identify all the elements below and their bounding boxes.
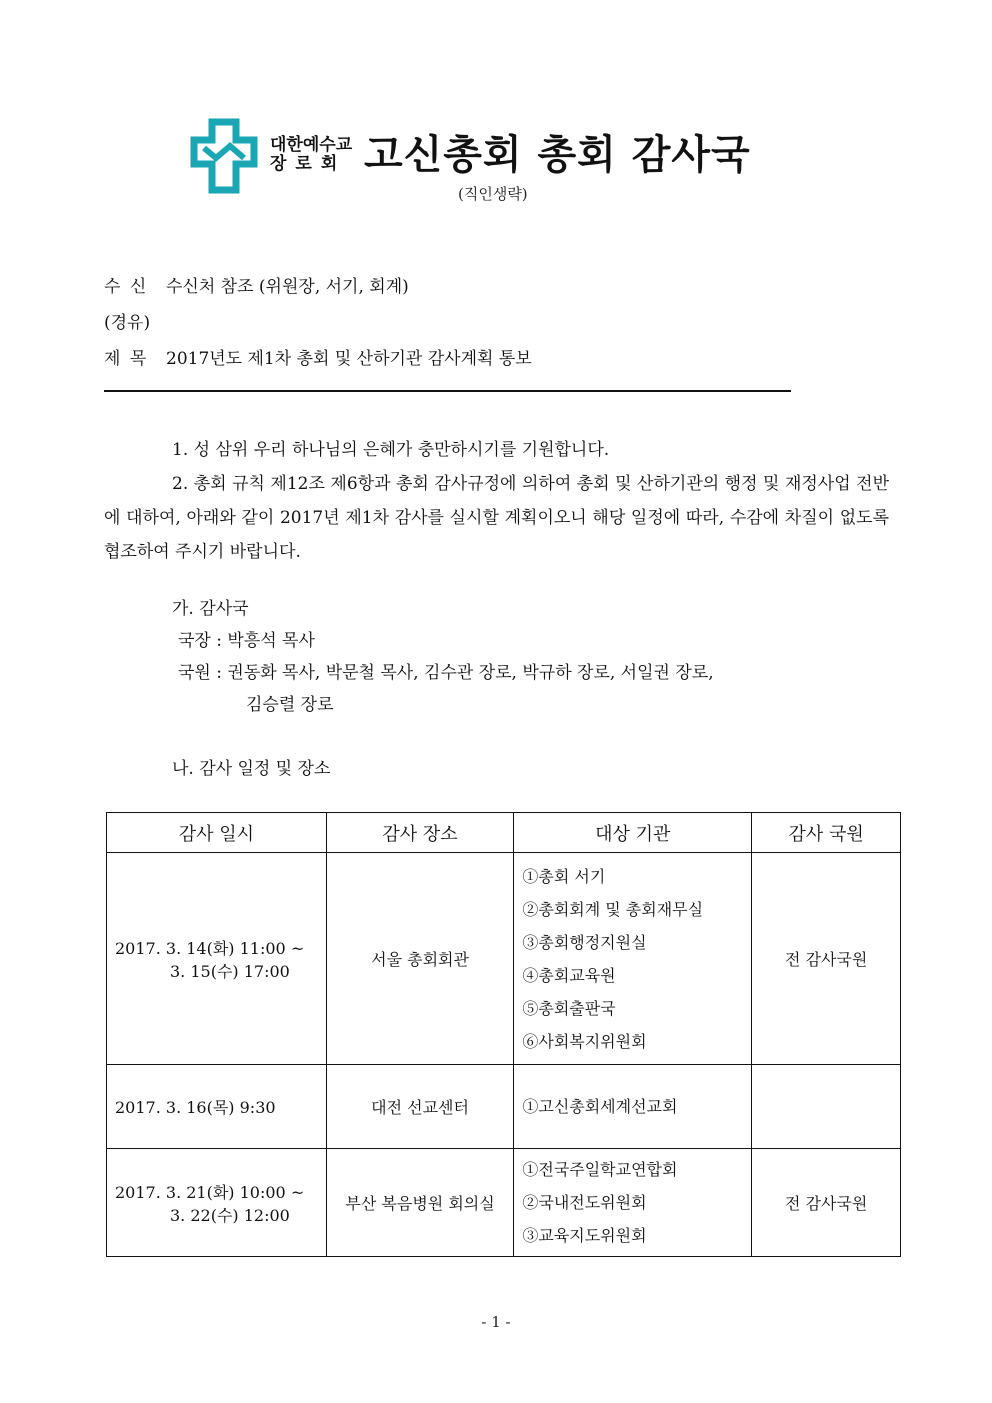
org-title: 고신총회 총회 감사국	[364, 132, 751, 178]
org-item: ⑤총회출판국	[522, 998, 616, 1018]
org-item: ①고신총회세계선교회	[522, 1097, 678, 1116]
via-label: (경유)	[104, 313, 151, 333]
row-orgs	[514, 853, 752, 1065]
audit-schedule-table	[106, 812, 901, 1257]
date-line1: 2017. 3. 16(목) 9:30	[115, 1098, 276, 1117]
date-line2: 3. 22(수) 12:00	[170, 1205, 290, 1225]
section-ga-title: 가. 감사국	[172, 599, 249, 619]
chief-line	[178, 626, 315, 651]
table-row	[107, 1149, 901, 1257]
date-line1: 2017. 3. 21(화) 10:00 ~	[115, 1182, 305, 1202]
row-place: 서울 총회회관	[326, 853, 514, 1065]
seal-omitted-note: (직인생략)	[458, 185, 528, 203]
members-label: 국원 :	[178, 663, 228, 683]
org-small-line1: 대한예수교	[270, 135, 353, 155]
main-paragraph: 2. 총회 규칙 제12조 제6항과 총회 감사규정에 의하여 총회 및 산하기관의 행정 및 재정사업 전반에 대하여, 아래와 같이 2017년 제1차 감사를 실시할 계획이오니 해당 일정에 따라, 수감에 차질이 없도록 협조하여 주시기 바랍니다.	[104, 474, 889, 562]
org-item: ①전국주일학교연합회	[522, 1160, 678, 1179]
table-row	[107, 1065, 901, 1149]
org-item: ④총회교육원	[522, 965, 616, 985]
recipient-line	[104, 272, 409, 297]
org-item: ①총회 서기	[522, 866, 606, 886]
members-line	[178, 658, 714, 683]
org-item: ②총회회계 및 총회재무실	[522, 899, 704, 919]
church-cross-logo-icon	[190, 118, 258, 194]
members-value-line2: 김승렬 장로	[246, 695, 334, 715]
row-place: 대전 선교센터	[326, 1065, 514, 1149]
via-line	[104, 308, 150, 333]
row-auditors: 전 감사국원	[752, 853, 901, 1065]
greeting-paragraph: 1. 성 삼위 우리 하나님의 은혜가 충만하시기를 기원합니다.	[172, 440, 610, 460]
org-item: ③교육지도위원회	[522, 1226, 647, 1245]
header-divider	[104, 390, 791, 392]
subject-label: 제 목	[104, 349, 149, 369]
members-value-line1: 권동화 목사, 박문철 목사, 김수관 장로, 박규하 장로, 서일권 장로,	[227, 663, 714, 683]
header-place: 감사 장소	[326, 813, 514, 853]
org-item: ③총회행정지원실	[522, 932, 647, 952]
row-date	[107, 1065, 327, 1149]
date-line2: 3. 15(수) 17:00	[170, 961, 290, 981]
header-date: 감사 일시	[107, 813, 327, 853]
subject-line	[104, 344, 532, 369]
page-number: - 1 -	[481, 1313, 511, 1331]
row-auditors	[752, 1065, 901, 1149]
section-na-title: 나. 감사 일정 및 장소	[172, 759, 331, 779]
row-orgs	[514, 1149, 752, 1257]
subject-value: 2017년도 제1차 총회 및 산하기관 감사계획 통보	[166, 349, 532, 369]
org-item: ⑥사회복지위원회	[522, 1031, 647, 1051]
table-header-row	[107, 813, 901, 853]
recipient-value: 수신처 참조 (위원장, 서기, 회계)	[166, 277, 409, 297]
table-row	[107, 853, 901, 1065]
header-target-orgs: 대상 기관	[514, 813, 752, 853]
row-date	[107, 853, 327, 1065]
row-place: 부산 복음병원 회의실	[326, 1149, 514, 1257]
org-item: ②국내전도위원회	[522, 1193, 647, 1212]
org-small-line2: 장로회	[270, 154, 347, 174]
chief-value: 박흥석 목사	[227, 631, 315, 651]
header-auditors: 감사 국원	[752, 813, 901, 853]
recipient-label: 수 신	[104, 277, 149, 297]
chief-label: 국장 :	[178, 631, 228, 651]
row-auditors: 전 감사국원	[752, 1149, 901, 1257]
org-small-name	[270, 136, 352, 174]
date-line1: 2017. 3. 14(화) 11:00 ~	[115, 938, 305, 958]
row-date	[107, 1149, 327, 1257]
row-orgs	[514, 1065, 752, 1149]
